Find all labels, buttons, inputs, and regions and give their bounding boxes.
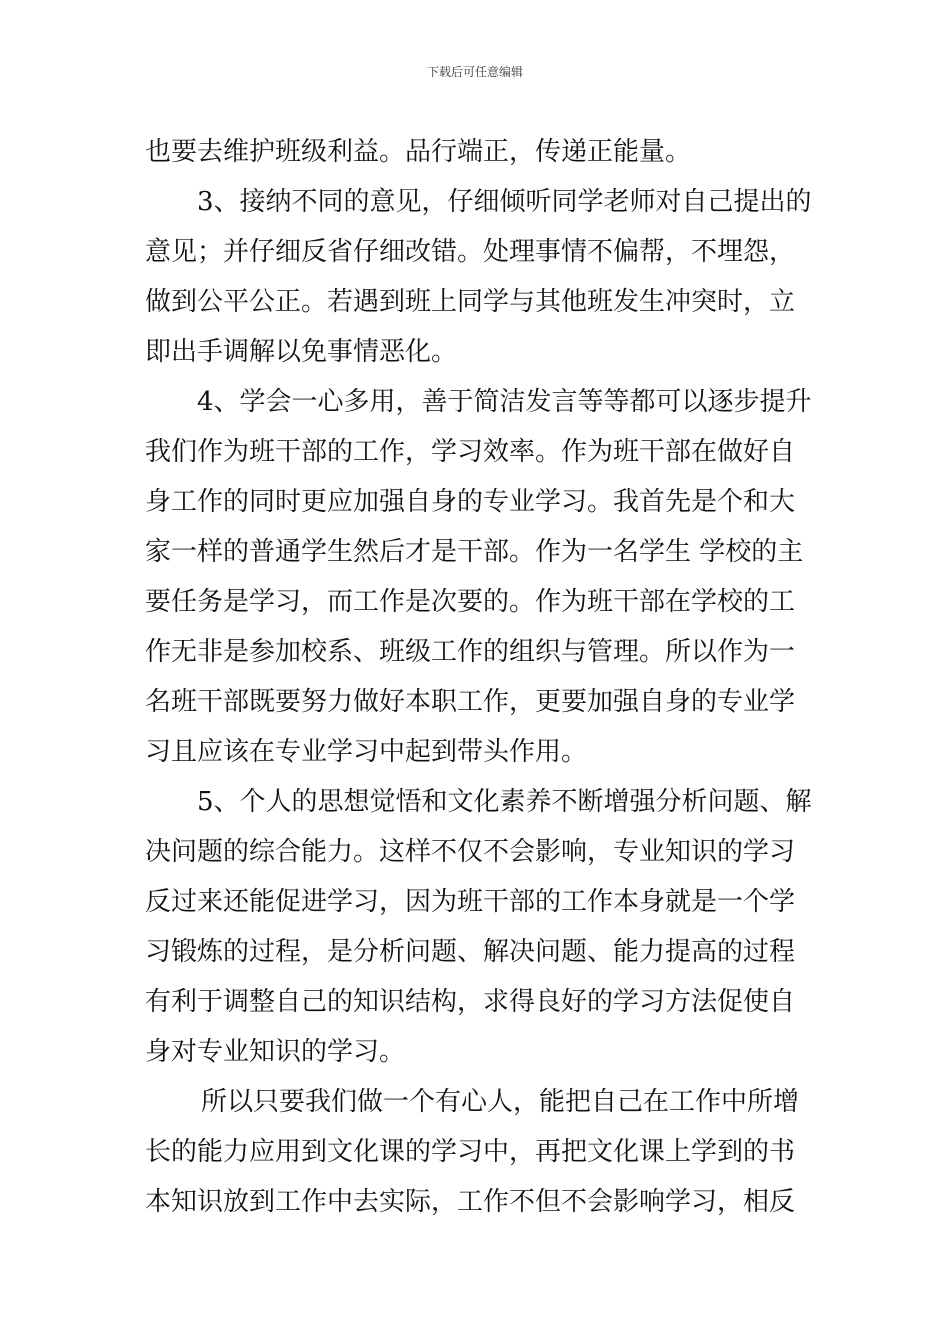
text-line: 身工作的同时更应加强自身的专业学习。我首先是个和大 — [145, 487, 796, 517]
text-line: 名班干部既要努力做好本职工作，更要加强自身的专业学 — [145, 687, 796, 717]
text-line: 5、个人的思想觉悟和文化素养不断增强分析问题、解 — [197, 787, 812, 817]
text-line: 我们作为班干部的工作，学习效率。作为班干部在做好自 — [145, 437, 796, 467]
text-line: 作无非是参加校系、班级工作的组织与管理。所以作为一 — [145, 637, 796, 667]
text-line: 习锻炼的过程，是分析问题、解决问题、能力提高的过程 — [145, 937, 796, 967]
text-line: 决问题的综合能力。这样不仅不会影响，专业知识的学习 — [145, 837, 796, 867]
text-line: 所以只要我们做一个有心人，能把自己在工作中所增 — [201, 1087, 800, 1117]
text-line: 有利于调整自己的知识结构，求得良好的学习方法促使自 — [145, 987, 796, 1017]
paragraph-3 — [145, 377, 815, 777]
paragraph-2 — [145, 177, 815, 377]
text-line: 长的能力应用到文化课的学习中，再把文化课上学到的书 — [145, 1137, 796, 1167]
text-line: 要任务是学习，而工作是次要的。作为班干部在学校的工 — [145, 587, 796, 617]
text-line: 本知识放到工作中去实际，工作不但不会影响学习，相反 — [145, 1187, 796, 1217]
text-line: 3、接纳不同的意见，仔细倾听同学老师对自己提出的 — [197, 187, 812, 217]
paragraph-5 — [145, 1077, 815, 1227]
text-line: 做到公平公正。若遇到班上同学与其他班发生冲突时，立 — [145, 287, 796, 317]
text-line: 反过来还能促进学习，因为班干部的工作本身就是一个学 — [145, 887, 796, 917]
document-body — [145, 127, 815, 1227]
text-line: 4、学会一心多用，善于简洁发言等等都可以逐步提升 — [197, 387, 812, 417]
text-line: 习且应该在专业学习中起到带头作用。 — [145, 737, 588, 767]
paragraph-4 — [145, 777, 815, 1077]
text-line: 即出手调解以免事情恶化。 — [145, 337, 458, 367]
text-line: 身对专业知识的学习。 — [145, 1037, 406, 1067]
text-line: 也要去维护班级利益。品行端正，传递正能量。 — [145, 137, 692, 167]
text-line: 家一样的普通学生然后才是干部。作为一名学生 学校的主 — [145, 537, 804, 567]
page-header: 下载后可任意编辑 — [426, 65, 523, 79]
paragraph-1 — [145, 127, 815, 177]
text-line: 意见；并仔细反省仔细改错。处理事情不偏帮，不埋怨， — [145, 237, 796, 267]
